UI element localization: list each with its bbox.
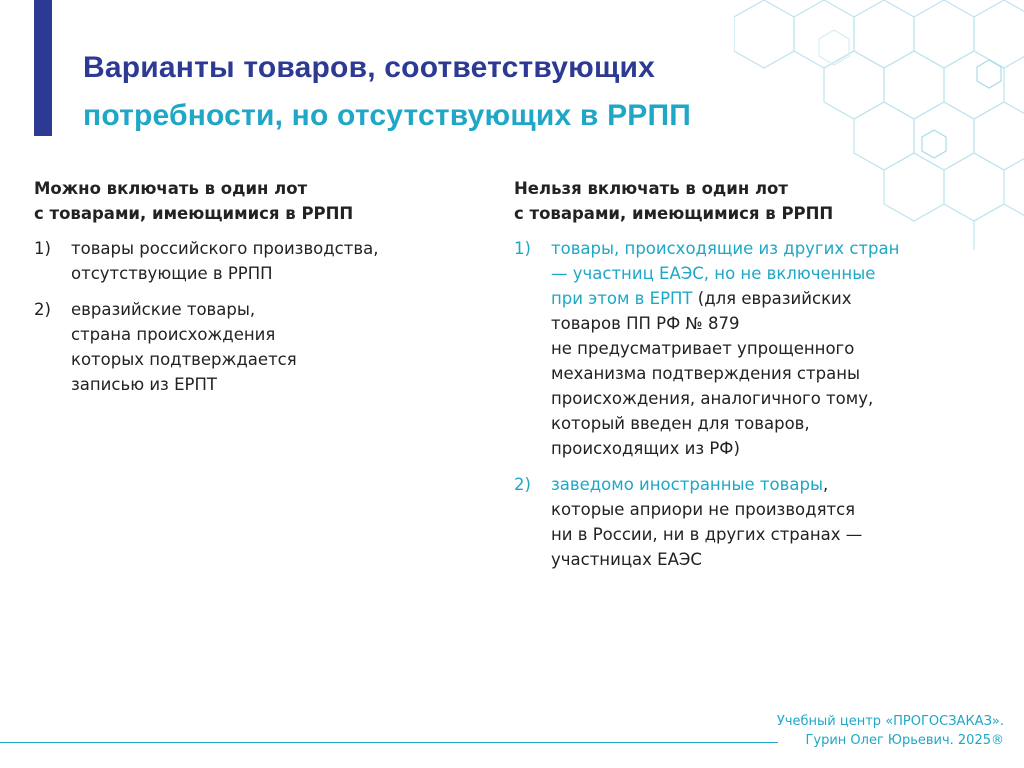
item-number: 2) [34, 300, 51, 319]
item-text-line: евразийские товары, [71, 300, 256, 319]
item-number: 2) [514, 475, 531, 494]
item-text-line: отсутствующие в РРПП [71, 264, 273, 283]
footer-divider [0, 742, 778, 743]
item-text-line: (для евразийских [692, 289, 852, 308]
title-line-2: потребности, но отсутствующих в РРПП [83, 99, 692, 132]
item-text-line: страна происхождения [71, 325, 276, 344]
title-line-1: Варианты товаров, соответствующих [83, 51, 656, 84]
item-text-highlight: заведомо иностранные товары [551, 475, 823, 494]
item-text-line: которых подтверждается [71, 350, 297, 369]
item-text-line: товары, происходящие из других стран [551, 239, 900, 258]
allowed-column [34, 176, 474, 408]
item-text-line: происхождения, аналогичного тому, [551, 389, 874, 408]
footer-author: Гурин Олег Юрьевич. 2025® [805, 733, 1004, 748]
footer-credits [777, 712, 1004, 750]
forbidden-column [514, 176, 994, 583]
title-accent-bar [34, 0, 52, 136]
item-number: 1) [34, 239, 51, 258]
item-text-line: участницах ЕАЭС [551, 550, 702, 569]
item-text-line: товары российского производства, [71, 239, 379, 258]
item-text-line: товаров ПП РФ № 879 [551, 314, 740, 333]
item-text-line: записью из ЕРПТ [71, 375, 217, 394]
allowed-heading-line: с товарами, имеющимися в РРПП [34, 204, 354, 223]
item-text-line: не предусматривает упрощенного [551, 339, 855, 358]
item-text-line: происходящих из РФ) [551, 439, 740, 458]
list-item [34, 297, 474, 397]
forbidden-list [514, 236, 994, 572]
footer-org: Учебный центр «ПРОГОСЗАКАЗ». [776, 714, 1004, 729]
item-number: 1) [514, 239, 531, 258]
allowed-heading-line: Можно включать в один лот [34, 179, 308, 198]
item-text-line: который введен для товаров, [551, 414, 810, 433]
list-item [514, 236, 994, 461]
item-text-line: механизма подтверждения страны [551, 364, 861, 383]
page-title [83, 44, 691, 140]
item-text-line: — участниц ЕАЭС, но не включенные [551, 264, 876, 283]
allowed-list [34, 236, 474, 397]
allowed-heading [34, 176, 474, 226]
item-text-line: которые априори не производятся [551, 500, 856, 519]
forbidden-heading-line: Нельзя включать в один лот [514, 179, 788, 198]
item-text-highlight: при этом в ЕРПТ [551, 289, 693, 308]
list-item [514, 472, 994, 572]
item-text-line: , [822, 475, 829, 494]
forbidden-heading-line: с товарами, имеющимися в РРПП [514, 204, 834, 223]
forbidden-heading [514, 176, 994, 226]
item-text-line: ни в России, ни в других странах — [551, 525, 863, 544]
list-item [34, 236, 474, 286]
